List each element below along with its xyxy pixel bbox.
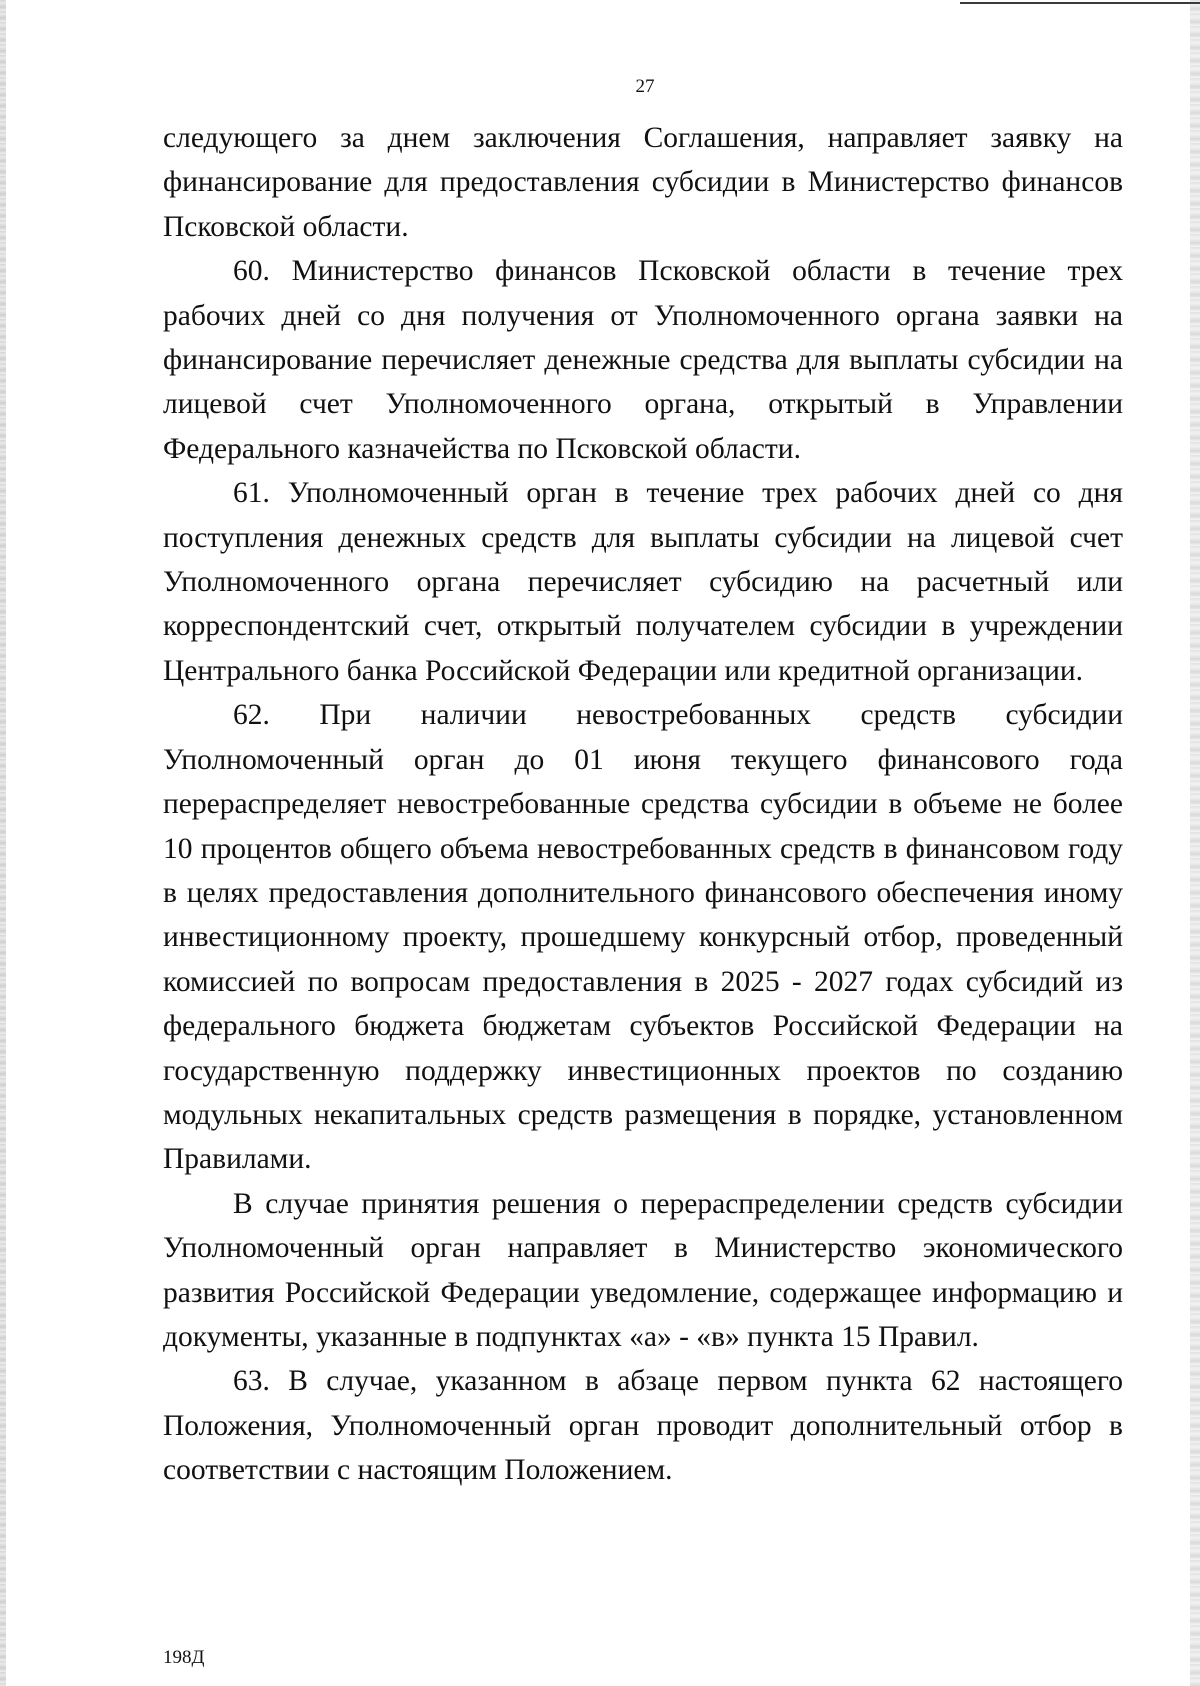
paragraph-61: 61. Уполномоченный орган в течение трех рабочих дней со дня поступления денежных средств для выплаты субсидии на лицевой счет Уполномоченного органа перечисляет субсидию на расчетный или корреспондентский счет, открытый получателем субсидии в учреждении Центрального банка Российской Федерации или кредитной организации. xyxy=(163,477,1123,687)
page-number: 27 xyxy=(635,76,655,97)
document-body xyxy=(163,116,1123,1493)
scan-edge-left xyxy=(0,0,6,1686)
paragraph-60: 60. Министерство финансов Псковской области в течение трех рабочих дней со дня получения от Уполномоченного органа заявки на финансирование перечисляет денежные средства для выплаты субсидии на лицевой счет Уполномоченного органа, открытый в Управлении Федерального казначейства по Псковской области. xyxy=(163,255,1123,465)
scan-top-line xyxy=(960,2,1200,4)
paragraph-62-redistribution: В случае принятия решения о перераспределении средств субсидии Уполномоченный орган направляет в Министерство экономического развития Российской Федерации уведомление, содержащее информацию и документы, указанные в подпунктах «а» - «в» пункта 15 Правил. xyxy=(163,1187,1123,1353)
paragraph-63: 63. В случае, указанном в абзаце первом пункта 62 настоящего Положения, Уполномоченный орган проводит дополнительный отбор в соответствии с настоящим Положением. xyxy=(163,1365,1123,1487)
scan-edge-right xyxy=(1190,0,1200,1686)
paragraph-continuation: следующего за днем заключения Соглашения, направляет заявку на финансирование для предоставления субсидии в Министерство финансов Псковской области. xyxy=(163,122,1123,243)
footer-document-code: 198Д xyxy=(163,1647,205,1668)
paragraph-62: 62. При наличии невостребованных средств субсидии Уполномоченный орган до 01 июня текущего финансового года перераспределяет невостребованные средства субсидии в объеме не более 10 процентов общего объема невостребованных средств в финансовом году в целях предоставления дополнительного финансового обеспечения иному инвестиционному проекту, прошедшему конкурсный отбор, проведенный комиссией по вопросам предоставления в 2025 - 2027 годах субсидий из федерального бюджета бюджетам субъектов Российской Федерации на государственную поддержку инвестиционных проектов по созданию модульных некапитальных средств размещения в порядке, установленном Правилами. xyxy=(163,699,1123,1176)
